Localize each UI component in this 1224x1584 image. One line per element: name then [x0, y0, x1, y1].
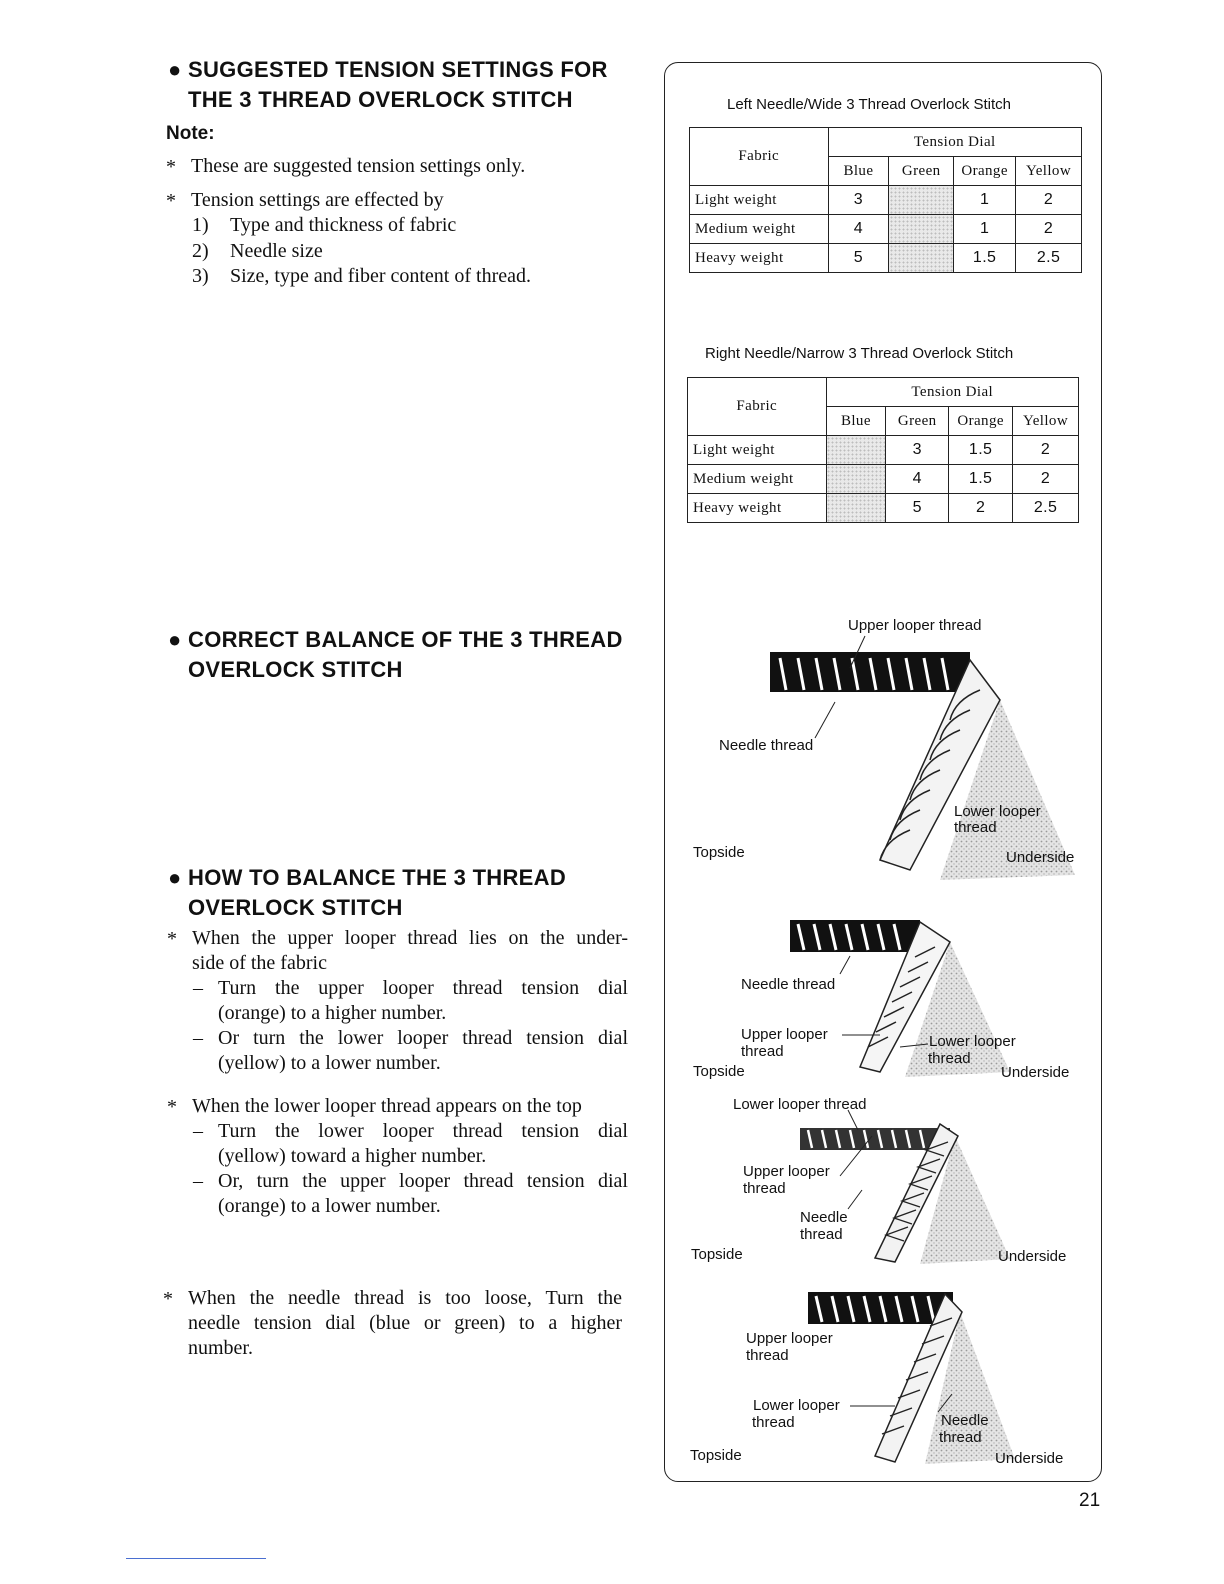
table-cell-fabric: Heavy weight [688, 494, 827, 523]
label-underside: Underside [1001, 1064, 1070, 1081]
table-header-yellow: Yellow [1013, 407, 1079, 436]
table-header-blue: Blue [828, 157, 889, 186]
table-cell-fabric: Medium weight [690, 215, 829, 244]
asterisk-icon: * [163, 1288, 173, 1310]
asterisk-icon: * [166, 156, 176, 178]
step-text: Or turn the lower looper thread tension dial [218, 1027, 628, 1049]
note-subitem-num: 1) [192, 214, 209, 236]
label-upper-looper: Upper looper [741, 1026, 828, 1043]
asterisk-icon: * [167, 928, 177, 950]
table-cell: 1.5 [954, 244, 1016, 273]
label-needle-thread: thread [800, 1226, 843, 1243]
dash-icon: – [193, 1027, 203, 1049]
label-lower-looper: thread [752, 1414, 795, 1431]
page-number: 21 [1079, 1490, 1101, 1511]
label-needle-thread: Needle [941, 1412, 989, 1429]
step-text: When the needle thread is too loose, Turn the [188, 1287, 622, 1309]
label-upper-looper: thread [746, 1347, 789, 1364]
bullet-icon: ● [168, 57, 182, 82]
table-header-fabric: Fabric [688, 378, 827, 436]
table-row [688, 494, 1079, 523]
label-topside: Topside [690, 1447, 742, 1464]
step-text: number. [188, 1337, 253, 1359]
step-text: needle tension dial (blue or green) to a higher [188, 1312, 622, 1334]
table-cell: 3 [828, 186, 889, 215]
note-subitem: Size, type and fiber content of thread. [230, 265, 531, 287]
table-caption: Right Needle/Narrow 3 Thread Overlock Stitch [705, 345, 1014, 362]
table-row [688, 465, 1079, 494]
note-subitem: Needle size [230, 240, 323, 262]
table-cell: 5 [886, 494, 949, 523]
label-lower-looper: Lower looper [753, 1397, 840, 1414]
table-cell: 3 [886, 436, 949, 465]
step-text: (orange) to a higher number. [218, 1002, 447, 1024]
table-caption: Left Needle/Wide 3 Thread Overlock Stitch [727, 96, 1012, 113]
label-lower-looper: Lower looper [929, 1033, 1016, 1050]
table-cell: 4 [828, 215, 889, 244]
table-row [690, 244, 1082, 273]
table-header-orange: Orange [954, 157, 1016, 186]
bullet-icon: ● [168, 627, 182, 652]
note-subitem-num: 2) [192, 240, 209, 262]
step-text: Or, turn the upper looper thread tension dial [218, 1170, 628, 1192]
table-cell-fabric: Heavy weight [690, 244, 829, 273]
label-lower-looper: thread [928, 1050, 971, 1067]
note-subitem: Type and thickness of fabric [230, 214, 457, 236]
step-text: Turn the upper looper thread tension dial [218, 977, 628, 999]
table-cell: 2 [1016, 186, 1082, 215]
note-item: Tension settings are effected by [191, 189, 444, 211]
table-header-green: Green [889, 157, 954, 186]
step-text: When the upper looper thread lies on the under- [192, 927, 628, 949]
table-row [688, 436, 1079, 465]
table-cell-shaded [826, 494, 886, 523]
table-header-green: Green [886, 407, 949, 436]
table-header-orange: Orange [949, 407, 1013, 436]
label-topside: Topside [693, 844, 745, 861]
note-subitem-num: 3) [192, 265, 209, 287]
table-cell-shaded [889, 186, 954, 215]
tension-table-left-needle [689, 127, 1082, 273]
table-cell: 2 [1013, 465, 1079, 494]
table-row [690, 215, 1082, 244]
step-text: (yellow) toward a higher number. [218, 1145, 487, 1167]
table-cell: 2.5 [1016, 244, 1082, 273]
label-needle-thread: Needle thread [741, 976, 836, 993]
table-cell: 4 [886, 465, 949, 494]
label-topside: Topside [693, 1063, 745, 1080]
table-cell-shaded [889, 215, 954, 244]
label-lower-looper: thread [954, 819, 997, 836]
table-cell: 1 [954, 186, 1016, 215]
table-cell: 1 [954, 215, 1016, 244]
label-lower-looper: Lower looper thread [733, 1096, 867, 1113]
table-cell-shaded [826, 465, 886, 494]
section-heading-how: ● HOW TO BALANCE THE 3 THREAD OVERLOCK STITCH [168, 865, 567, 920]
table-row [690, 186, 1082, 215]
step-text: When the lower looper thread appears on the top [192, 1095, 582, 1117]
asterisk-icon: * [166, 190, 176, 212]
label-upper-looper: Upper looper thread [848, 617, 982, 634]
label-upper-looper: Upper looper [743, 1163, 830, 1180]
dash-icon: – [193, 977, 203, 999]
section-heading-balance: ● CORRECT BALANCE OF THE 3 THREAD OVERLOCK STITCH [168, 627, 623, 682]
table-cell: 2 [1016, 215, 1082, 244]
asterisk-icon: * [167, 1096, 177, 1118]
label-needle-thread: Needle thread [719, 737, 814, 754]
tension-table-right-needle [687, 377, 1079, 523]
label-needle-thread: Needle [800, 1209, 848, 1226]
table-cell-fabric: Light weight [688, 436, 827, 465]
table-header-yellow: Yellow [1016, 157, 1082, 186]
label-upper-looper: thread [743, 1180, 786, 1197]
step-text: side of the fabric [192, 952, 327, 974]
table-header-fabric: Fabric [690, 128, 829, 186]
section-heading-tension: ● SUGGESTED TENSION SETTINGS FOR THE 3 THREAD OVERLOCK STITCH [168, 57, 608, 112]
overlock-diagram-needle-loose [690, 1284, 1090, 1474]
table-cell: 1.5 [949, 465, 1013, 494]
table-cell: 2 [949, 494, 1013, 523]
table-cell-fabric: Light weight [690, 186, 829, 215]
table-cell-shaded [826, 436, 886, 465]
dash-icon: – [193, 1120, 203, 1142]
label-underside: Underside [998, 1248, 1067, 1265]
table-header-dial: Tension Dial [828, 128, 1081, 157]
label-underside: Underside [1006, 849, 1075, 866]
step-text: Turn the lower looper thread tension dial [218, 1120, 628, 1142]
step-text: (orange) to a lower number. [218, 1195, 441, 1217]
label-upper-looper: thread [741, 1043, 784, 1060]
table-cell-fabric: Medium weight [688, 465, 827, 494]
dash-icon: – [193, 1170, 203, 1192]
label-needle-thread: thread [939, 1429, 982, 1446]
label-underside: Underside [995, 1450, 1064, 1467]
bullet-icon: ● [168, 865, 182, 890]
step-text: (yellow) to a lower number. [218, 1052, 441, 1074]
table-header-dial: Tension Dial [826, 378, 1078, 407]
table-cell: 5 [828, 244, 889, 273]
label-lower-looper: Lower looper [954, 803, 1041, 820]
note-label: Note: [166, 123, 215, 144]
note-item: These are suggested tension settings only. [191, 155, 526, 177]
table-cell-shaded [889, 244, 954, 273]
table-cell: 2 [1013, 436, 1079, 465]
footer-rule [126, 1558, 266, 1559]
table-cell: 2.5 [1013, 494, 1079, 523]
label-topside: Topside [691, 1246, 743, 1263]
table-cell: 1.5 [949, 436, 1013, 465]
table-header-blue: Blue [826, 407, 886, 436]
label-upper-looper: Upper looper [746, 1330, 833, 1347]
